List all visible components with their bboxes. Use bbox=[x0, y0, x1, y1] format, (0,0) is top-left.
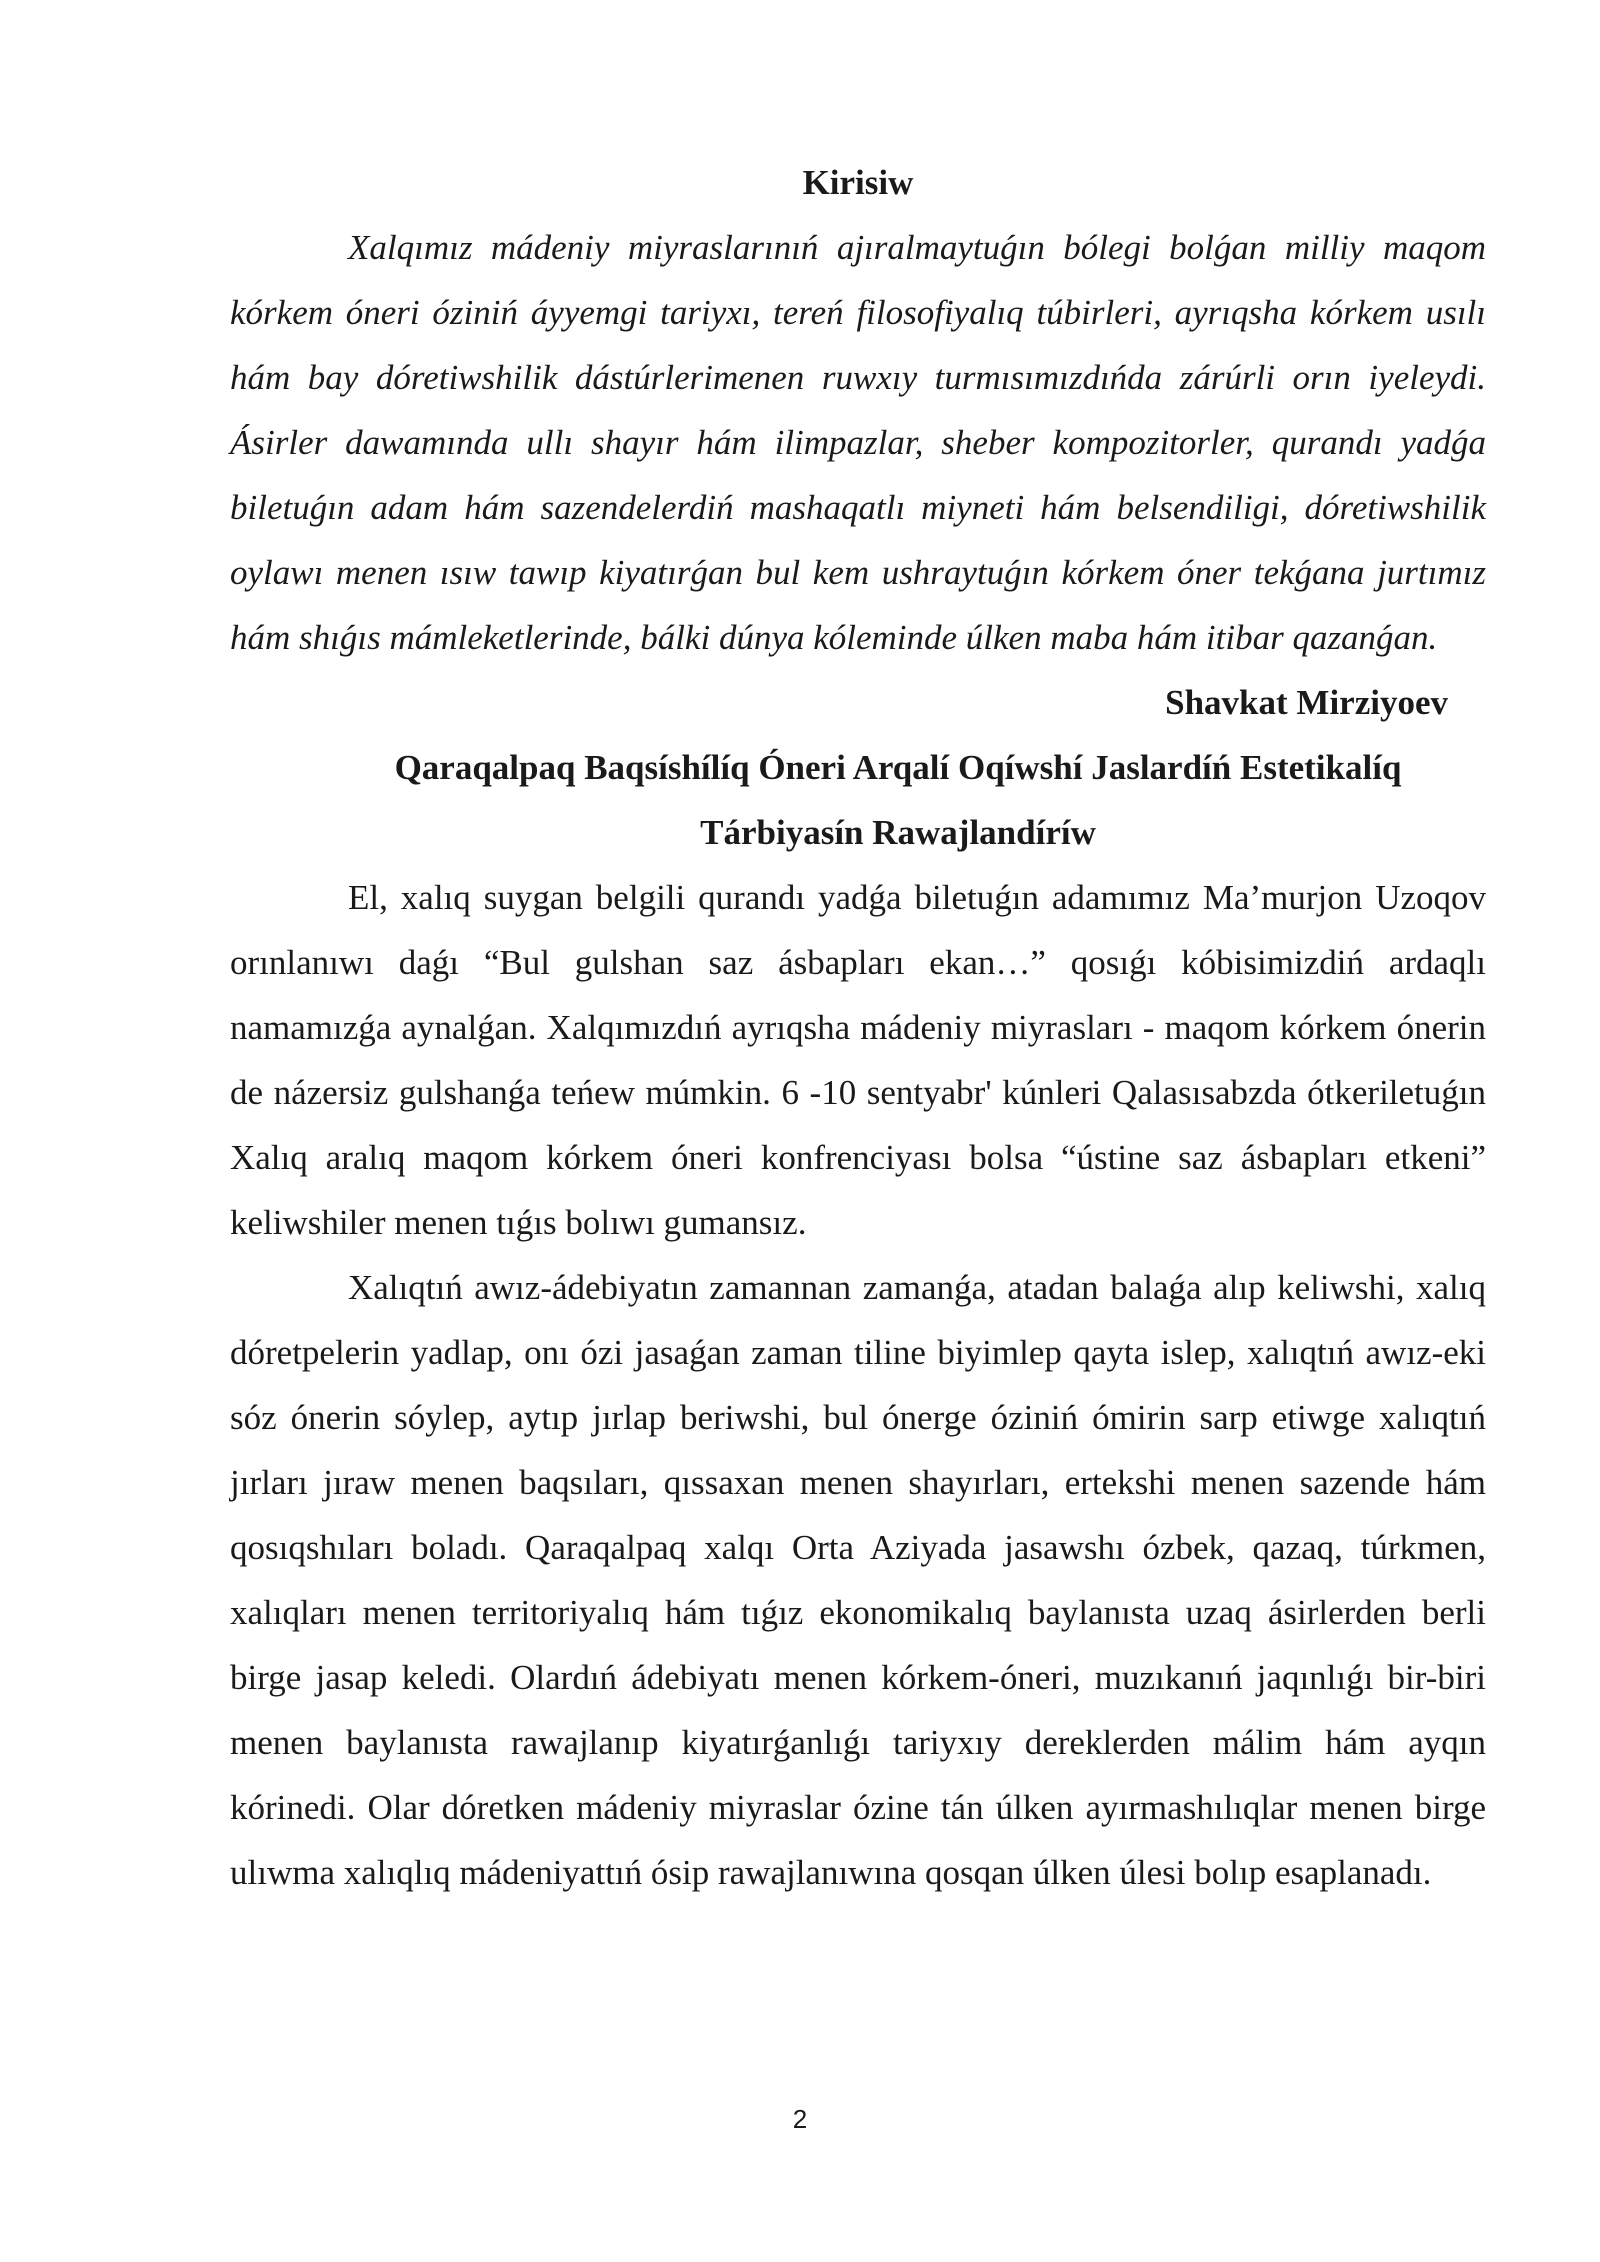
body-paragraph-1: El, xalıq suygan belgili qurandı yadǵa biletuǵın adamımız Ma’murjon Uzoqov orınlanıwı daǵı “Bul gulshan saz ásbapları ekan…” qosıǵı kóbisimizdiń ardaqlı namamızǵa aynalǵan. Xalqımızdıń ayrıqsha mádeniy miyrasları - maqom kórkem ónerin de názersiz gulshanǵa teńew múmkin. 6 -10 sentyabr' kúnleri Qalasısabzda ótkeriletuǵın Xalıq aralıq maqom kórkem óneri konfrenciyası bolsa “ústine saz ásbapları etkeni” keliwshiler menen tıǵıs bolıwı gumansız. bbox=[230, 878, 1486, 1242]
section-heading: Kirisiw bbox=[802, 163, 914, 202]
epigraph-quote: Xalqımız mádeniy miyraslarınıń ajıralmaytuǵın bólegi bolǵan milliy maqom kórkem óneri óziniń áyyemgi tariyxı, tereń filosofiyalıq túbirleri, ayrıqsha kórkem usılı hám bay dóretiwshilik dástúrlerimenen ruwxıy turmısımızdıńda zárúrli orın iyeleydi. Ásirler dawamında ullı shayır hám ilimpazlar, sheber kompozitorler, qurandı yadǵa biletuǵın adam hám sazendelerdiń mashaqatlı miyneti hám belsendiligi, dóretiwshilik oylawı menen ısıw tawıp kiyatırǵan bul kem ushraytuǵın kórkem óner tekǵana jurtımız hám shıǵıs mámleketlerinde, bálki dúnya kóleminde úlken maba hám itibar qazanǵan. bbox=[230, 228, 1486, 657]
document-page bbox=[230, 150, 1486, 1905]
page-number: 2 bbox=[792, 2104, 808, 2134]
article-title: Qaraqalpaq Baqsíshílíq Óneri Arqalí Oqíwshí Jaslardíń Estetikalíq Tárbiyasín Rawajlandíríw bbox=[394, 748, 1402, 852]
epigraph-author: Shavkat Mirziyoev bbox=[1165, 683, 1448, 722]
body-paragraph-2: Xalıqtıń awız-ádebiyatın zamannan zamanǵa, atadan balaǵa alıp keliwshi, xalıq dóretpelerin yadlap, onı ózi jasaǵan zaman tiline biyimlep qayta islep, xalıqtıń awız-eki sóz ónerin sóylep, aytıp jırlap beriwshi, bul ónerge óziniń ómirin sarp etiwge xalıqtıń jırları jıraw menen baqsıları, qıssaxan menen shayırları, ertekshi menen sazende hám qosıqshıları boladı. Qaraqalpaq xalqı Orta Aziyada jasawshı ózbek, qazaq, túrkmen, xalıqları menen territoriyalıq hám tıǵız ekonomikalıq baylanısta uzaq ásirlerden berli birge jasap keledi. Olardıń ádebiyatı menen kórkem-óneri, muzıkanıń jaqınlıǵı bir-biri menen baylanısta rawajlanıp kiyatırǵanlıǵı tariyxıy dereklerden málim hám ayqın kórinedi. Olar dóretken mádeniy miyraslar ózine tán úlken ayırmashılıqlar menen birge ulıwma xalıqlıq mádeniyattıń ósip rawajlanıwına qosqan úlken úlesi bolıp esaplanadı. bbox=[230, 1268, 1486, 1892]
